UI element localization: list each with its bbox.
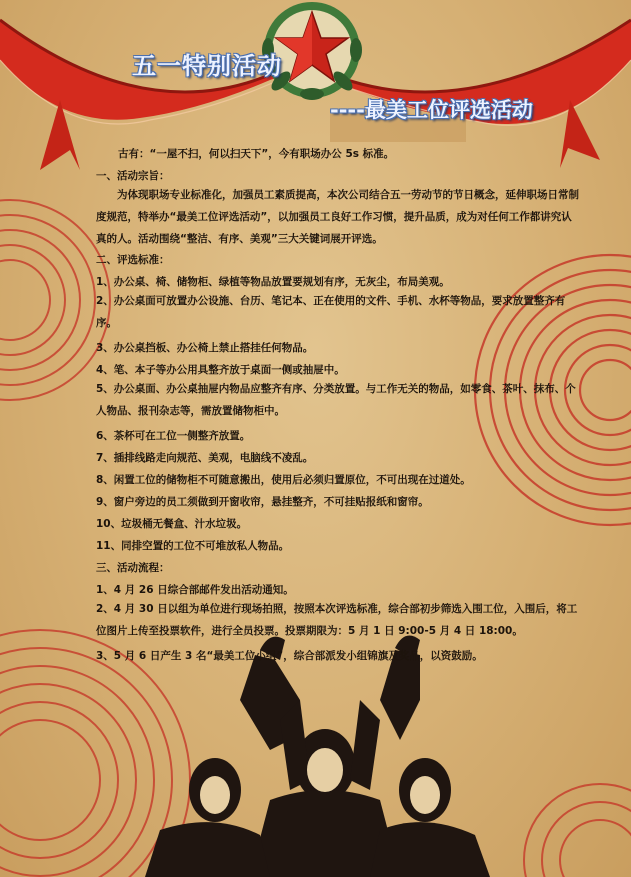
process-item: 2、4 月 30 日以组为单位进行现场拍照，按照本次评选标准，综合部初步筛选入围工位，入围后，将工位图片上传至投票软件，进行全员投票。投票期限为：5 月 1 日 9:00-5 月 4 日 18:00。 [96,603,578,637]
criteria-item: 11、同排空置的工位不可堆放私人物品。 [96,540,290,552]
purpose-text: 为体现职场专业标准化，加强员工素质提高，本次公司结合五一劳动节的节日概念，延伸职场日常制度规范，特举办“最美工位评选活动”，以加强员工良好工作习惯，提升品质，成为对任何工作都讲究认真的人。活动围绕“整洁、有序、美观”三大关键词展开评选。 [96,189,579,245]
criteria-item: 5、办公桌面、办公桌抽屉内物品应整齐有序、分类放置。与工作无关的物品，如零食、茶叶、抹布、个人物品、报刊杂志等，需放置储物柜中。 [96,383,576,417]
intro-text: 古有：“一屋不扫，何以扫天下”，今有职场办公 5s 标准。 [118,148,395,160]
section-heading-purpose: 一、活动宗旨： [96,170,170,182]
process-item: 3、5 月 6 日产生 3 名“最美工位小组”，综合部派发小组锦旗及奖品，以资鼓励。 [96,650,483,662]
concentric-circles-br-icon [524,784,631,877]
criteria-item: 10、垃圾桶无餐盒、汁水垃圾。 [96,518,248,530]
criteria-item: 3、办公桌挡板、办公椅上禁止搭挂任何物品。 [96,342,314,354]
criteria-item: 8、闲置工位的储物柜不可随意搬出，使用后必须归置原位，不可出现在过道处。 [96,474,471,486]
criteria-item: 1、办公桌、椅、储物柜、绿植等物品放置要规划有序，无灰尘，布局美观。 [96,276,450,288]
concentric-circles-left-icon [0,200,110,400]
criteria-item: 4、笔、本子等办公用具整齐放于桌面一侧或抽屉中。 [96,364,345,376]
process-item: 1、4 月 26 日综合部邮件发出活动通知。 [96,584,294,596]
criteria-item: 6、茶杯可在工位一侧整齐放置。 [96,430,251,442]
criteria-item: 7、插排线路走向规范、美观，电脑线不凌乱。 [96,452,314,464]
section-heading-process: 三、活动流程： [96,562,170,574]
criteria-item: 9、窗户旁边的员工须做到开窗收帘，悬挂整齐，不可挂贴报纸和窗帘。 [96,496,429,508]
poster-title: 五一特别活动 [132,52,282,80]
poster-subtitle: ----最美工位评选活动 [330,98,533,122]
criteria-item: 2、办公桌面可放置办公设施、台历、笔记本、正在使用的文件、手机、水杯等物品，要求放置整齐有序。 [96,295,566,329]
section-heading-criteria: 二、评选标准： [96,254,170,266]
